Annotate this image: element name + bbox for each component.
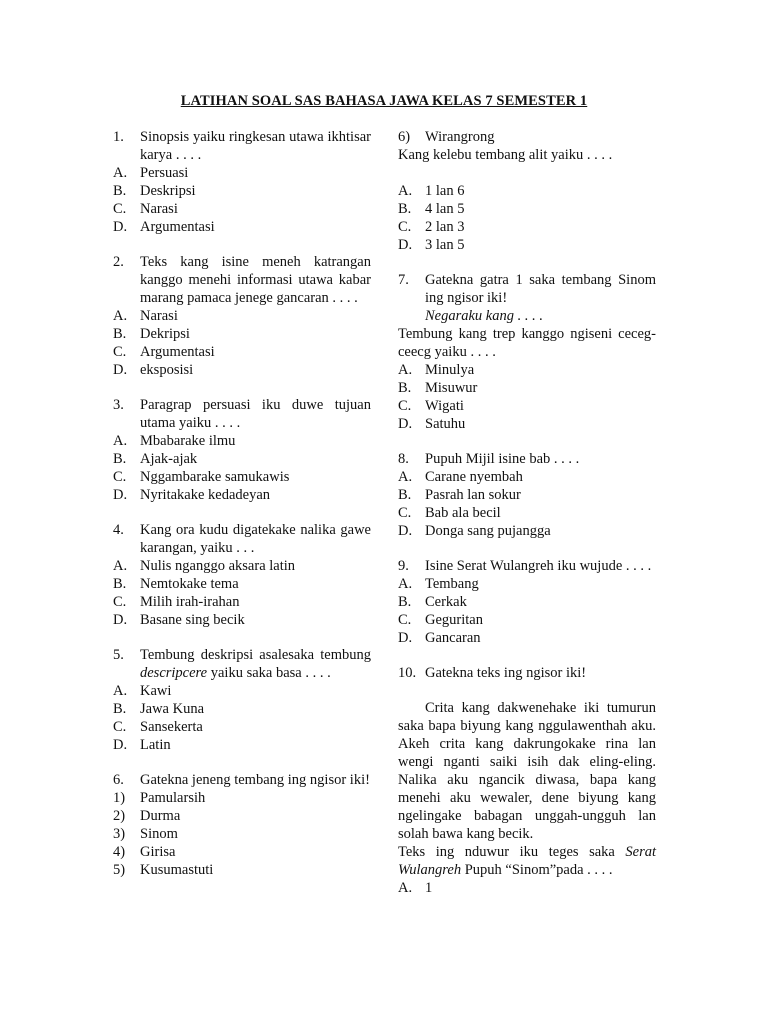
list-item xyxy=(113,861,371,879)
option-letter: B. xyxy=(113,326,127,342)
option-letter: D. xyxy=(113,362,128,378)
option-text: Milih irah-irahan xyxy=(140,594,240,610)
question-text: Kang ora kudu digatekake nalika gawe karangan, yaiku . . . xyxy=(140,522,371,556)
option-text: Basane sing becik xyxy=(140,612,245,628)
option-letter: D. xyxy=(113,612,128,628)
option xyxy=(398,504,656,522)
list-item xyxy=(113,825,371,843)
option xyxy=(398,415,656,433)
option-text: Durma xyxy=(140,808,181,824)
option-text: Dekripsi xyxy=(140,326,190,342)
question-5 xyxy=(113,646,371,754)
option-letter: B. xyxy=(398,380,412,396)
question-4 xyxy=(113,521,371,629)
option-letter: C. xyxy=(113,719,127,735)
question-number: 7. xyxy=(398,272,409,288)
question-number: 5. xyxy=(113,647,124,663)
option-text: Cerkak xyxy=(425,594,467,610)
question-number: 9. xyxy=(398,558,409,574)
option-text: 1 xyxy=(425,880,433,896)
option-text: Kawi xyxy=(140,683,172,699)
option-letter: C. xyxy=(398,398,412,414)
option xyxy=(398,486,656,504)
option-letter: D. xyxy=(113,219,128,235)
question-text: Gatekna jeneng tembang ing ngisor iki! xyxy=(140,772,370,788)
option-letter: A. xyxy=(398,362,413,378)
option xyxy=(113,611,371,629)
option-text: 2 lan 3 xyxy=(425,219,465,235)
option xyxy=(398,611,656,629)
option-text: Mbabarake ilmu xyxy=(140,433,236,449)
option-letter: D. xyxy=(398,237,413,253)
option xyxy=(398,468,656,486)
option xyxy=(113,164,371,182)
option xyxy=(113,682,371,700)
option xyxy=(113,218,371,236)
right-column xyxy=(398,128,656,897)
option-letter: D. xyxy=(398,630,413,646)
question-7 xyxy=(398,271,656,433)
question-6-continued xyxy=(398,128,656,254)
question-1 xyxy=(113,128,371,236)
option-text: Pamularsih xyxy=(140,790,206,806)
option-letter: 5) xyxy=(113,862,126,878)
left-column xyxy=(113,128,371,879)
option xyxy=(398,593,656,611)
option-text: Wirangrong xyxy=(425,129,495,145)
question-text: Teks kang isine meneh katrangan kanggo menehi informasi utawa kabar marang pamaca jenege gancaran . . . . xyxy=(140,254,371,306)
option-text: Nyritakake kedadeyan xyxy=(140,487,271,503)
option-text: Donga sang pujangga xyxy=(425,523,551,539)
reading-passage: Crita kang dakwenehake iki tumurun saka bapa biyung kang nggulawenthah aku. Akeh crita kang dakrungokake rina lan wengi nganti saiki isih dak eling-eling. Nalika aku ngancik diwasa, bapa kang menehi aku wewaler, dene biyung kang ngelingake babagan unggah-ungguh lan solah bawa kang becik. xyxy=(398,700,656,842)
option xyxy=(113,736,371,754)
option-letter: B. xyxy=(113,183,127,199)
option xyxy=(398,218,656,236)
question-text: Isine Serat Wulangreh iku wujude . . . . xyxy=(425,558,652,574)
option xyxy=(398,629,656,647)
question-number: 6. xyxy=(113,772,124,788)
option-letter: C. xyxy=(398,219,412,235)
option xyxy=(398,397,656,415)
option-letter: C. xyxy=(398,505,412,521)
option xyxy=(113,361,371,379)
question-number: 8. xyxy=(398,451,409,467)
option-letter: A. xyxy=(398,183,413,199)
option xyxy=(113,182,371,200)
option-letter: B. xyxy=(113,576,127,592)
option xyxy=(113,200,371,218)
option xyxy=(398,182,656,200)
option-text: 1 lan 6 xyxy=(425,183,465,199)
question-text: Sinopsis yaiku ringkesan utawa ikhtisar karya . . . . xyxy=(140,129,371,163)
option-letter: 2) xyxy=(113,808,126,824)
option-text: 4 lan 5 xyxy=(425,201,465,217)
option-text: Pasrah lan sokur xyxy=(425,487,521,503)
option-letter: C. xyxy=(113,469,127,485)
option-letter: 1) xyxy=(113,790,126,806)
question-number: 1. xyxy=(113,129,124,145)
option-text: Gancaran xyxy=(425,630,481,646)
option-text: Minulya xyxy=(425,362,475,378)
question-number: 2. xyxy=(113,254,124,270)
option-letter: D. xyxy=(113,737,128,753)
option-letter: 6) xyxy=(398,129,411,145)
quoted-verse: Negaraku kang . . . . xyxy=(425,308,543,324)
option xyxy=(113,486,371,504)
list-item xyxy=(113,789,371,807)
option xyxy=(113,700,371,718)
option-text: Sansekerta xyxy=(140,719,203,735)
option-letter: A. xyxy=(113,308,128,324)
option-letter: B. xyxy=(113,451,127,467)
list-item xyxy=(113,807,371,825)
question-text: Paragrap persuasi iku duwe tujuan utama yaiku . . . . xyxy=(140,397,371,431)
option-text: Nemtokake tema xyxy=(140,576,239,592)
option-text: Latin xyxy=(140,737,171,753)
option xyxy=(113,557,371,575)
option-letter: B. xyxy=(398,487,412,503)
option-letter: B. xyxy=(398,594,412,610)
option-text: Kusumastuti xyxy=(140,862,214,878)
question-2 xyxy=(113,253,371,379)
option-text: Geguritan xyxy=(425,612,483,628)
option-text: Jawa Kuna xyxy=(140,701,205,717)
option xyxy=(113,432,371,450)
option xyxy=(398,361,656,379)
option xyxy=(113,307,371,325)
question-9 xyxy=(398,557,656,647)
option-letter: B. xyxy=(113,701,127,717)
italic-term: descripcere xyxy=(140,665,208,681)
option xyxy=(113,468,371,486)
option-letter: A. xyxy=(113,433,128,449)
option-text: Tembang xyxy=(425,576,479,592)
option-text: Sinom xyxy=(140,826,178,842)
option-text: 3 lan 5 xyxy=(425,237,465,253)
question-10 xyxy=(398,664,656,897)
question-text: Tembung deskripsi asalesaka tembung descripcere yaiku saka basa . . . . xyxy=(140,647,371,681)
option-text: Nggambarake samukawis xyxy=(140,469,290,485)
option xyxy=(113,343,371,361)
option-letter: B. xyxy=(398,201,412,217)
option-letter: 3) xyxy=(113,826,126,842)
option xyxy=(398,379,656,397)
option xyxy=(398,236,656,254)
option-text: Ajak-ajak xyxy=(140,451,198,467)
option-text: Girisa xyxy=(140,844,176,860)
option-letter: D. xyxy=(398,523,413,539)
option xyxy=(113,718,371,736)
option xyxy=(398,200,656,218)
option xyxy=(398,522,656,540)
option-text: Narasi xyxy=(140,308,178,324)
option-letter: A. xyxy=(398,469,413,485)
option-letter: 4) xyxy=(113,844,126,860)
option-letter: C. xyxy=(113,344,127,360)
question-text: Gatekna teks ing ngisor iki! xyxy=(425,665,587,681)
question-prompt: Teks ing nduwur iku teges saka Serat Wulangreh Pupuh “Sinom”pada . . . . xyxy=(398,844,657,878)
option xyxy=(113,593,371,611)
option-letter: D. xyxy=(113,487,128,503)
list-item xyxy=(398,128,656,146)
option-letter: A. xyxy=(398,576,413,592)
option xyxy=(398,879,656,897)
option-text: Nulis nganggo aksara latin xyxy=(140,558,296,574)
question-number: 4. xyxy=(113,522,124,538)
option-letter: D. xyxy=(398,416,413,432)
option-letter: C. xyxy=(398,612,412,628)
question-6 xyxy=(113,771,371,879)
option-text: Argumentasi xyxy=(140,219,215,235)
option-letter: A. xyxy=(113,683,128,699)
question-number: 3. xyxy=(113,397,124,413)
option xyxy=(113,325,371,343)
option-letter: C. xyxy=(113,201,127,217)
option-text: Narasi xyxy=(140,201,178,217)
list-item xyxy=(113,843,371,861)
question-prompt: Kang kelebu tembang alit yaiku . . . . xyxy=(398,147,613,163)
option-text: Wigati xyxy=(425,398,464,414)
option-text: Deskripsi xyxy=(140,183,196,199)
option-letter: C. xyxy=(113,594,127,610)
question-number: 10. xyxy=(398,665,417,681)
option-text: Argumentasi xyxy=(140,344,215,360)
question-3 xyxy=(113,396,371,504)
option-text: eksposisi xyxy=(140,362,194,378)
option-text: Satuhu xyxy=(425,416,466,432)
option-letter: A. xyxy=(398,880,413,896)
option-text: Carane nyembah xyxy=(425,469,523,485)
italic-term: Serat Wulangreh xyxy=(398,844,657,878)
option-letter: A. xyxy=(113,558,128,574)
option xyxy=(113,575,371,593)
option xyxy=(398,575,656,593)
option-text: Bab ala becil xyxy=(425,505,501,521)
option-text: Misuwur xyxy=(425,380,478,396)
page-title: LATIHAN SOAL SAS BAHASA JAWA KELAS 7 SEMESTER 1 xyxy=(180,93,588,109)
question-text: Gatekna gatra 1 saka tembang Sinom ing ngisor iki! xyxy=(425,272,656,306)
option xyxy=(113,450,371,468)
question-text: Pupuh Mijil isine bab . . . . xyxy=(425,451,580,467)
question-8 xyxy=(398,450,656,540)
question-prompt: Tembung kang trep kanggo ngiseni ceceg-ceecg yaiku . . . . xyxy=(398,326,656,360)
option-text: Persuasi xyxy=(140,165,189,181)
option-letter: A. xyxy=(113,165,128,181)
